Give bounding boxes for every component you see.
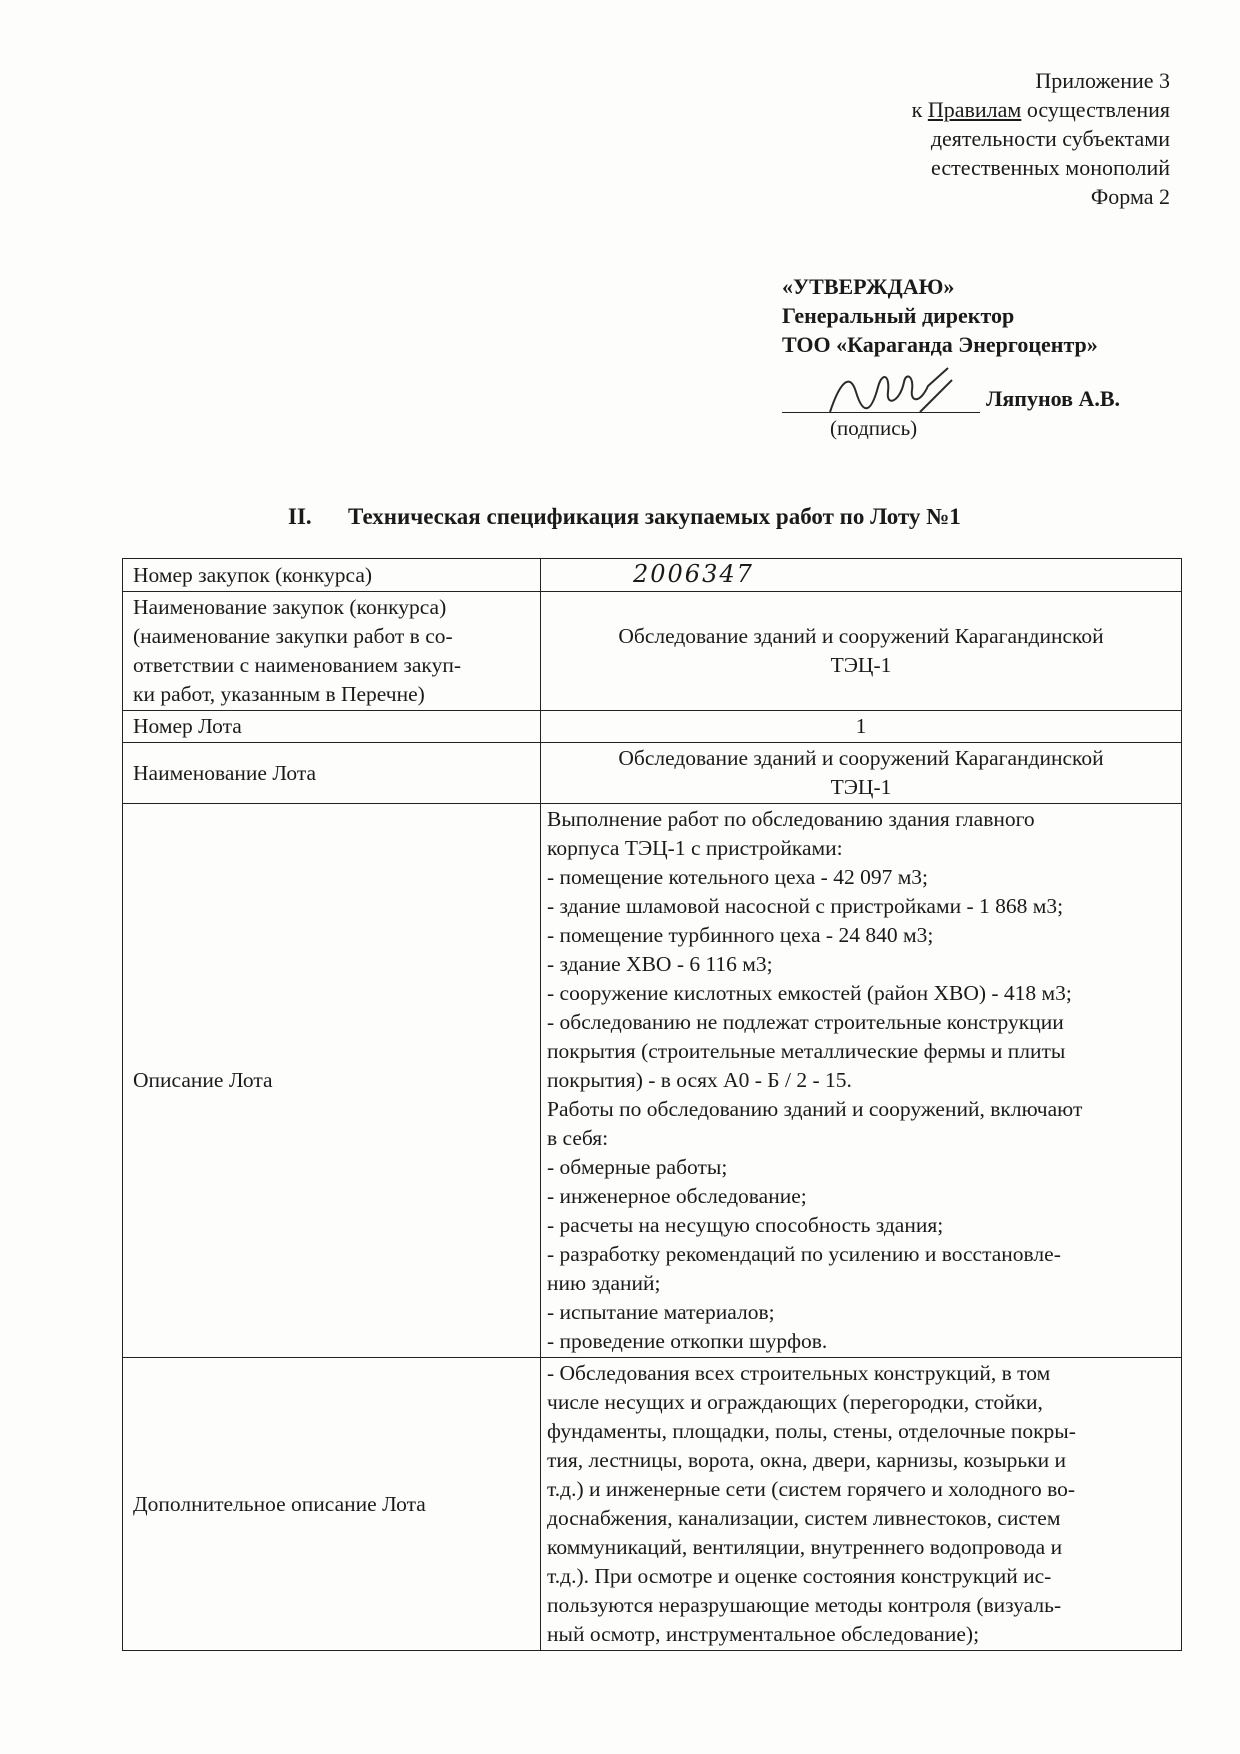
value-line: Обследование зданий и сооружений Карагандинской bbox=[618, 746, 1104, 770]
value-line: тия, лестницы, ворота, окна, двери, карнизы, козырьки и bbox=[547, 1448, 1066, 1472]
row-label bbox=[123, 592, 541, 711]
row-value bbox=[541, 559, 1182, 592]
value-line: ТЭЦ-1 bbox=[830, 775, 892, 799]
value-line: - помещение турбинного цеха - 24 840 м3; bbox=[547, 923, 934, 947]
value-line: - инженерное обследование; bbox=[547, 1184, 807, 1208]
table-row bbox=[123, 711, 1182, 743]
section-number: II. bbox=[288, 504, 312, 529]
approval-position: Генеральный директор bbox=[782, 303, 1015, 328]
value-line: Обследование зданий и сооружений Карагандинской bbox=[618, 624, 1104, 648]
signer-name: Ляпунов А.В. bbox=[986, 386, 1121, 411]
row-value bbox=[541, 592, 1182, 711]
approval-block bbox=[782, 272, 1202, 359]
value-line: - расчеты на несущую способность здания; bbox=[547, 1213, 944, 1237]
value-line: - Обследования всех строительных конструкций, в том bbox=[547, 1361, 1051, 1385]
table-row bbox=[123, 743, 1182, 804]
row-label: Дополнительное описание Лота bbox=[123, 1358, 541, 1651]
value-line: коммуникаций, вентиляции, внутреннего водопровода и bbox=[547, 1535, 1063, 1559]
approval-title: «УТВЕРЖДАЮ» bbox=[782, 274, 955, 299]
value-line: - обмерные работы; bbox=[547, 1155, 728, 1179]
row-value bbox=[541, 804, 1182, 1358]
table-row bbox=[123, 592, 1182, 711]
row-label: Номер закупок (конкурса) bbox=[123, 559, 541, 592]
row-value bbox=[541, 743, 1182, 804]
value-line: Выполнение работ по обследованию здания главного bbox=[547, 807, 1035, 831]
row-value bbox=[541, 1358, 1182, 1651]
row-label: Описание Лота bbox=[123, 804, 541, 1358]
value-line: - обследованию не подлежат строительные конструкции bbox=[547, 1010, 1064, 1034]
value-line: нию зданий; bbox=[547, 1271, 661, 1295]
annex-line-2-suffix: осуществления bbox=[1021, 97, 1170, 122]
label-line: Наименование закупок (конкурса) bbox=[133, 595, 447, 619]
value-line: ТЭЦ-1 bbox=[830, 653, 892, 677]
table-row bbox=[123, 559, 1182, 592]
signature-line bbox=[782, 412, 980, 413]
value-line: - разработку рекомендаций по усилению и восстановле- bbox=[547, 1242, 1061, 1266]
label-line: ответствии с наименованием закуп- bbox=[133, 653, 461, 677]
value-line: покрытия (строительные металлические фермы и плиты bbox=[547, 1039, 1066, 1063]
value-line: числе несущих и ограждающих (перегородки, стойки, bbox=[547, 1390, 1043, 1414]
signature-caption: (подпись) bbox=[830, 416, 918, 440]
value-line: - здание шламовой насосной с пристройками - 1 868 м3; bbox=[547, 894, 1064, 918]
value-line: пользуются неразрушающие методы контроля (визуаль- bbox=[547, 1593, 1062, 1617]
table-row bbox=[123, 1358, 1182, 1651]
annex-line-5: Форма 2 bbox=[1090, 184, 1170, 209]
annex-line-4: естественных монополий bbox=[931, 155, 1170, 180]
value-line: т.д.) и инженерные сети (систем горячего и холодного во- bbox=[547, 1477, 1076, 1501]
handwritten-number: 2006347 bbox=[633, 560, 754, 588]
value-line: фундаменты, площадки, полы, стены, отделочные покры- bbox=[547, 1419, 1076, 1443]
approval-company: ТОО «Караганда Энергоцентр» bbox=[782, 332, 1098, 357]
section-heading bbox=[288, 504, 961, 530]
annex-line-2-prefix: к bbox=[911, 97, 928, 122]
row-label: Наименование Лота bbox=[123, 743, 541, 804]
value-line: ный осмотр, инструментальное обследование); bbox=[547, 1622, 980, 1646]
annex-line-1: Приложение 3 bbox=[1035, 68, 1170, 93]
label-line: ки работ, указанным в Перечне) bbox=[133, 682, 425, 706]
value-line: Работы по обследованию зданий и сооружений, включают bbox=[547, 1097, 1083, 1121]
value-line: в себя: bbox=[547, 1126, 609, 1150]
row-label: Номер Лота bbox=[123, 711, 541, 743]
annex-header bbox=[650, 66, 1170, 211]
annex-line-2 bbox=[650, 95, 1170, 124]
label-line: (наименование закупки работ в со- bbox=[133, 624, 453, 648]
value-line: покрытия) - в осях А0 - Б / 2 - 15. bbox=[547, 1068, 852, 1092]
value-line: - испытание материалов; bbox=[547, 1300, 775, 1324]
rules-link[interactable]: Правилам bbox=[927, 97, 1022, 122]
value-line: - помещение котельного цеха - 42 097 м3; bbox=[547, 865, 929, 889]
row-value: 1 bbox=[541, 711, 1182, 743]
value-line: - сооружение кислотных емкостей (район ХВО) - 418 м3; bbox=[547, 981, 1072, 1005]
value-line: доснабжения, канализации, систем ливнестоков, систем bbox=[547, 1506, 1061, 1530]
table-row bbox=[123, 804, 1182, 1358]
value-line: т.д.). При осмотре и оценке состояния конструкций ис- bbox=[547, 1564, 1052, 1588]
handwritten-signature bbox=[820, 362, 970, 422]
specification-table bbox=[122, 558, 1182, 1651]
annex-line-3: деятельности субъектами bbox=[930, 126, 1170, 151]
value-line: - проведение откопки шурфов. bbox=[547, 1329, 828, 1353]
value-line: - здание ХВО - 6 116 м3; bbox=[547, 952, 773, 976]
section-title: Техническая спецификация закупаемых работ по Лоту №1 bbox=[348, 504, 961, 529]
value-line: корпуса ТЭЦ-1 с пристройками: bbox=[547, 836, 843, 860]
